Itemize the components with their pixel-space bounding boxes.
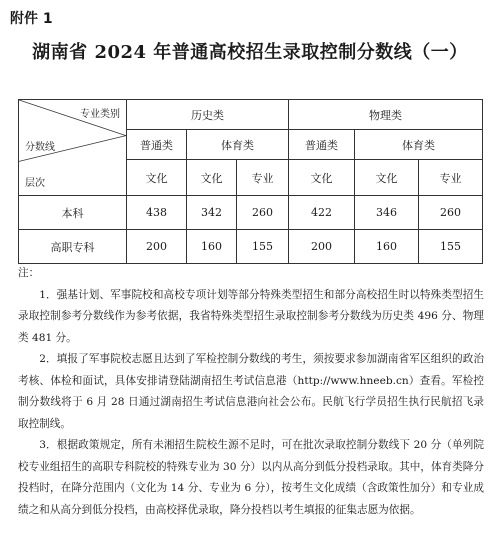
corner-category-label: 专业类别 <box>80 109 120 120</box>
table-row-undergraduate <box>19 196 483 230</box>
history-sports-major-header: 专业 <box>237 160 289 196</box>
history-sports-header: 体育类 <box>187 130 289 160</box>
note-item-1: 1．强基计划、军事院校和高校专项计划等部分特殊类型招生和部分高校招生时以特殊类型招生录取控制参考分数线作为参考依据，我省特殊类型招生录取控制参考分数线为历史类 496 分、物理类 481 分。 <box>18 288 484 344</box>
score-cell: 438 <box>127 196 187 230</box>
physics-general-header: 普通类 <box>289 130 355 160</box>
score-table <box>18 99 483 264</box>
history-general-header: 普通类 <box>127 130 187 160</box>
score-cell: 422 <box>289 196 355 230</box>
note-item-3: 3．根据政策规定，所有未湘招生院校生源不足时，可在批次录取控制分数线下 20 分（单列院校专业组招生的高职专科院校的特殊专业为 30 分）以内从高分到低分投档录取。其中，体育类降分投档时，在降分范围内（文化为 14 分、专业为 6 分），按考生文化成绩（含政策性加分）和专业成绩之和从高分到低分投档，由高校择优录取，降分投档以考生填报的征集志愿为依据。 <box>18 439 484 516</box>
score-cell: 155 <box>237 230 289 264</box>
score-cell: 155 <box>419 230 483 264</box>
score-cell: 160 <box>187 230 237 264</box>
physics-general-culture-header: 文化 <box>289 160 355 196</box>
history-sports-culture-header: 文化 <box>187 160 237 196</box>
physics-header: 物理类 <box>289 100 483 130</box>
history-header: 历史类 <box>127 100 289 130</box>
score-cell: 200 <box>127 230 187 264</box>
note-item-2: 2．填报了军事院校志愿且达到了军检控制分数线的考生，须按要求参加湖南省军区组织的政治考核、体检和面试，具体安排请登陆湖南招生考试信息港（http://www.hneeb.cn）查看。军检控制分数线将于 6 月 28 日通过湖南招生考试信息港向社会公布。民航飞行学员招生执行民航招飞录取控制线。 <box>18 353 484 430</box>
table-row-vocational <box>19 230 483 264</box>
score-cell: 260 <box>237 196 289 230</box>
physics-sports-header: 体育类 <box>355 130 483 160</box>
corner-level-label: 层次 <box>25 178 45 189</box>
physics-sports-major-header: 专业 <box>419 160 483 196</box>
row-level: 高职专科 <box>19 230 127 264</box>
score-cell: 160 <box>355 230 419 264</box>
score-cell: 346 <box>355 196 419 230</box>
history-general-culture-header: 文化 <box>127 160 187 196</box>
corner-score-label: 分数线 <box>25 142 55 153</box>
attachment-label: 附件 1 <box>10 11 53 27</box>
notes-heading: 注： <box>18 267 40 279</box>
notes-section <box>18 263 484 521</box>
score-cell: 342 <box>187 196 237 230</box>
score-cell: 260 <box>419 196 483 230</box>
physics-sports-culture-header: 文化 <box>355 160 419 196</box>
score-cell: 200 <box>289 230 355 264</box>
row-level: 本科 <box>19 196 127 230</box>
corner-header-cell <box>19 100 127 196</box>
page-title: 湖南省 2024 年普通高校招生录取控制分数线（一） <box>32 42 468 63</box>
